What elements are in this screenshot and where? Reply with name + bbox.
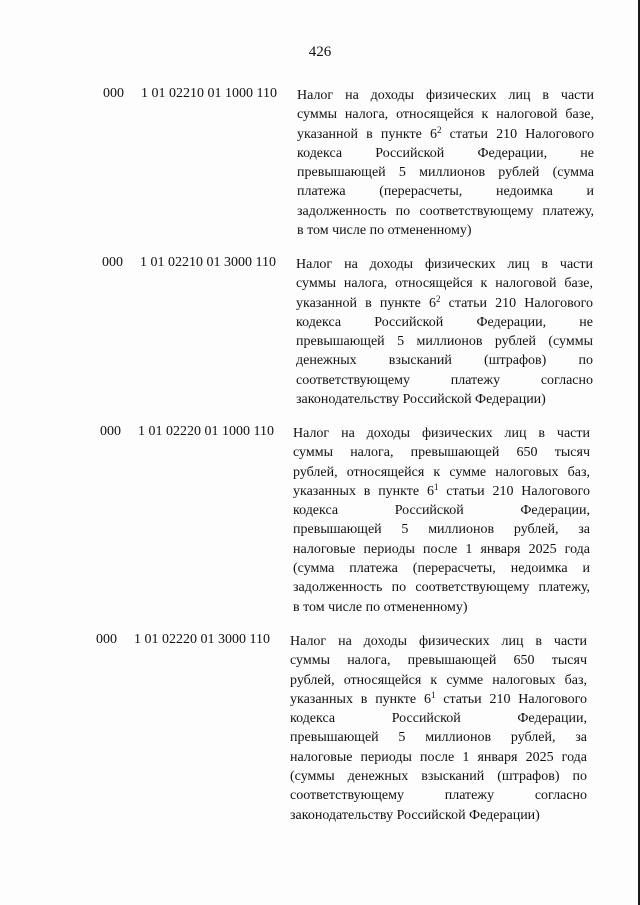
description-line: суммы налога, относящейся к налоговой базе, — [297, 107, 594, 123]
description-line: кодекса Российской Федерации, — [290, 711, 587, 727]
description-line: Налог на доходы физических лиц в части — [290, 634, 587, 649]
description-line: Налог на доходы физических лиц в части — [296, 257, 593, 272]
entry-description — [293, 424, 590, 617]
admin-code: 000 — [102, 255, 123, 270]
description-line: превышающей 5 миллионов рублей, за — [293, 522, 590, 538]
description-line: указанных в пункте $6^1$ статьи 210 Налогового — [290, 689, 587, 707]
description-line: указанной в пункте $6^2$ статьи 210 Налогового — [297, 124, 594, 142]
kbk-code: 1 01 02220 01 3000 110 — [134, 632, 270, 647]
page-number: 426 — [308, 44, 332, 60]
description-line: в том числе по отмененному) — [297, 223, 472, 239]
description-line: (сумма платежа (перерасчеты, недоимка и — [293, 561, 590, 577]
kbk-code: 1 01 02210 01 1000 110 — [141, 86, 277, 101]
description-line: суммы налога, превышающей 650 тысяч — [293, 445, 590, 461]
description-line: законодательству Российской Федерации) — [296, 392, 546, 408]
description-line: Налог на доходы физических лиц в части — [297, 88, 594, 103]
entry-description — [290, 632, 587, 825]
description-line: задолженность по соответствующему платежу, — [297, 203, 594, 219]
description-line: кодекса Российской Федерации, не — [297, 145, 594, 161]
description-line: Налог на доходы физических лиц в части — [293, 426, 590, 441]
description-line: в том числе по отмененному) — [293, 599, 468, 615]
admin-code: 000 — [100, 424, 121, 439]
description-line: кодекса Российской Федерации, — [293, 503, 590, 519]
description-line: соответствующему платежу согласно — [296, 372, 593, 388]
description-line: превышающей 5 миллионов рублей, за — [290, 730, 587, 746]
description-line: (суммы денежных взысканий (штрафов) по — [290, 769, 587, 785]
superscript: 1 — [433, 481, 439, 492]
superscript: 2 — [436, 124, 442, 135]
description-line: законодательству Российской Федерации) — [290, 807, 540, 823]
admin-code: 000 — [96, 632, 117, 647]
kbk-code: 1 01 02220 01 1000 110 — [138, 424, 274, 439]
entry-description — [296, 255, 593, 409]
entry-description — [297, 86, 594, 240]
description-line: рублей, относящейся к сумме налоговых баз, — [293, 464, 590, 480]
kbk-code: 1 01 02210 01 3000 110 — [140, 255, 276, 270]
description-line: превышающей 5 миллионов рублей (сумма — [297, 165, 594, 181]
description-line: превышающей 5 миллионов рублей (суммы — [296, 334, 593, 350]
description-line: налоговые периоды после 1 января 2025 года — [290, 749, 587, 765]
description-line: указанной в пункте $6^2$ статьи 210 Налогового — [296, 293, 593, 311]
description-line: налоговые периоды после 1 января 2025 года — [293, 541, 590, 557]
description-line: суммы налога, относящейся к налоговой базе, — [296, 276, 593, 292]
description-line: рублей, относящейся к сумме налоговых баз, — [290, 672, 587, 688]
superscript: 1 — [430, 689, 436, 700]
description-line: платежа (перерасчеты, недоимка и — [297, 184, 594, 200]
admin-code: 000 — [103, 86, 124, 101]
description-line: указанных в пункте $6^1$ статьи 210 Налогового — [293, 481, 590, 499]
description-line: денежных взысканий (штрафов) по — [296, 353, 593, 369]
description-line: суммы налога, превышающей 650 тысяч — [290, 653, 587, 669]
description-line: кодекса Российской Федерации, не — [296, 314, 593, 330]
description-line: соответствующему платежу согласно — [290, 788, 587, 804]
description-line: задолженность по соответствующему платежу, — [293, 580, 590, 596]
superscript: 2 — [435, 293, 441, 304]
